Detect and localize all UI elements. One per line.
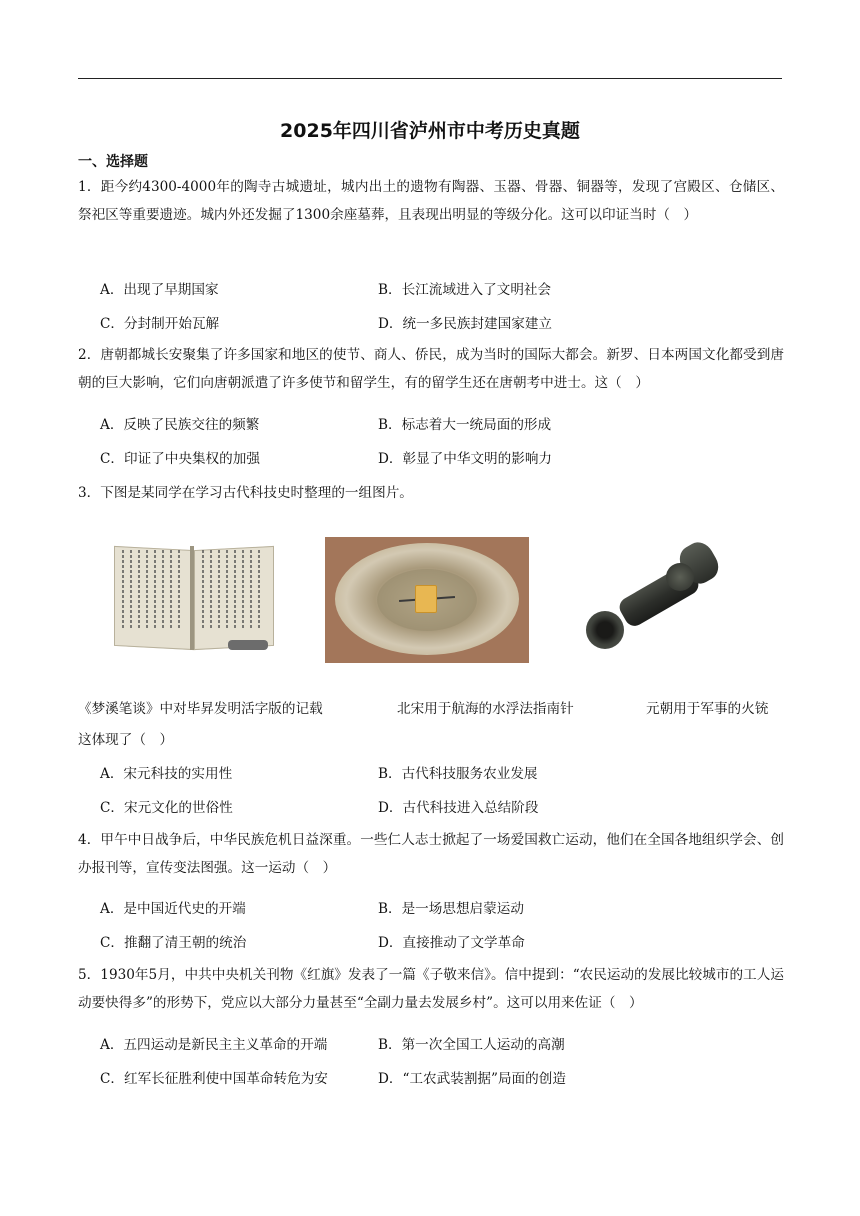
water-compass-image (325, 537, 529, 663)
question-4-option-d[interactable]: D．直接推动了文学革命 (378, 935, 525, 951)
movable-type-book-image (108, 540, 278, 658)
question-1-option-d[interactable]: D．统一多民族封建国家建立 (378, 316, 553, 332)
question-4-option-b[interactable]: B．是一场思想启蒙运动 (378, 901, 524, 917)
fire-gun-image (578, 537, 726, 655)
question-5-stem: 5．1930年5月，中共中央机关刊物《红旗》发表了一篇《子敬来信》。信中提到：“农民运动的发展比较城市的工人运动要快得多”的形势下，党应以大部分力量甚至“全副力量去发展乡村”。这可以用来佐证（ ） (78, 967, 784, 1011)
question-2-option-a[interactable]: A．反映了民族交往的频繁 (100, 417, 260, 433)
question-1-option-c[interactable]: C．分封制开始瓦解 (100, 316, 220, 332)
question-3-option-c[interactable]: C．宋元文化的世俗性 (100, 800, 233, 816)
question-1-option-a[interactable]: A．出现了早期国家 (100, 282, 219, 298)
question-1-stem: 1．距今约4300-4000年的陶寺古城遗址，城内出土的遗物有陶器、玉器、骨器、铜器等，发现了宫殿区、仓储区、祭祀区等重要遗迹。城内外还发掘了1300余座墓葬，且表现出明显的等级分化。这可以印证当时（ ） (78, 179, 784, 223)
question-3-follow: 这体现了（ ） (78, 732, 174, 748)
question-4-stem: 4．甲午中日战争后，中华民族危机日益深重。一些仁人志士掀起了一场爱国救亡运动，他们在全国各地组织学会、创办报刊等，宣传变法图强。这一运动（ ） (78, 832, 784, 876)
caption-compass: 北宋用于航海的水浮法指南针 (397, 701, 574, 717)
question-2-stem: 2．唐朝都城长安聚集了许多国家和地区的使节、商人、侨民，成为当时的国际大都会。新罗、日本两国文化都受到唐朝的巨大影响，它们向唐朝派遣了许多使节和留学生，有的留学生还在唐朝考中进士。这（ ） (78, 347, 784, 391)
question-3-option-d[interactable]: D．古代科技进入总结阶段 (378, 800, 539, 816)
question-3-option-a[interactable]: A．宋元科技的实用性 (100, 766, 233, 782)
question-5-option-c[interactable]: C．红军长征胜利使中国革命转危为安 (100, 1071, 328, 1087)
question-2-option-b[interactable]: B．标志着大一统局面的形成 (378, 417, 552, 433)
caption-fire-gun: 元朝用于军事的火铳 (646, 701, 769, 717)
question-5-option-d[interactable]: D．“工农武装割据”局面的创造 (378, 1071, 566, 1087)
section-heading: 一、选择题 (78, 154, 148, 170)
caption-book: 《梦溪笔谈》中对毕昇发明活字版的记载 (78, 701, 323, 717)
question-5-option-b[interactable]: B．第一次全国工人运动的高潮 (378, 1037, 565, 1053)
question-4-option-a[interactable]: A．是中国近代史的开端 (100, 901, 246, 917)
header-rule (78, 78, 782, 79)
question-3-stem: 3．下图是某同学在学习古代科技史时整理的一组图片。 (78, 485, 413, 501)
question-2-option-c[interactable]: C．印证了中央集权的加强 (100, 451, 260, 467)
page-title: 2025年四川省泸州市中考历史真题 (280, 120, 580, 142)
question-3-option-b[interactable]: B．古代科技服务农业发展 (378, 766, 538, 782)
question-5-option-a[interactable]: A．五四运动是新民主主义革命的开端 (100, 1037, 328, 1053)
question-2-option-d[interactable]: D．彰显了中华文明的影响力 (378, 451, 553, 467)
question-4-option-c[interactable]: C．推翻了清王朝的统治 (100, 935, 247, 951)
question-1-option-b[interactable]: B．长江流域进入了文明社会 (378, 282, 552, 298)
